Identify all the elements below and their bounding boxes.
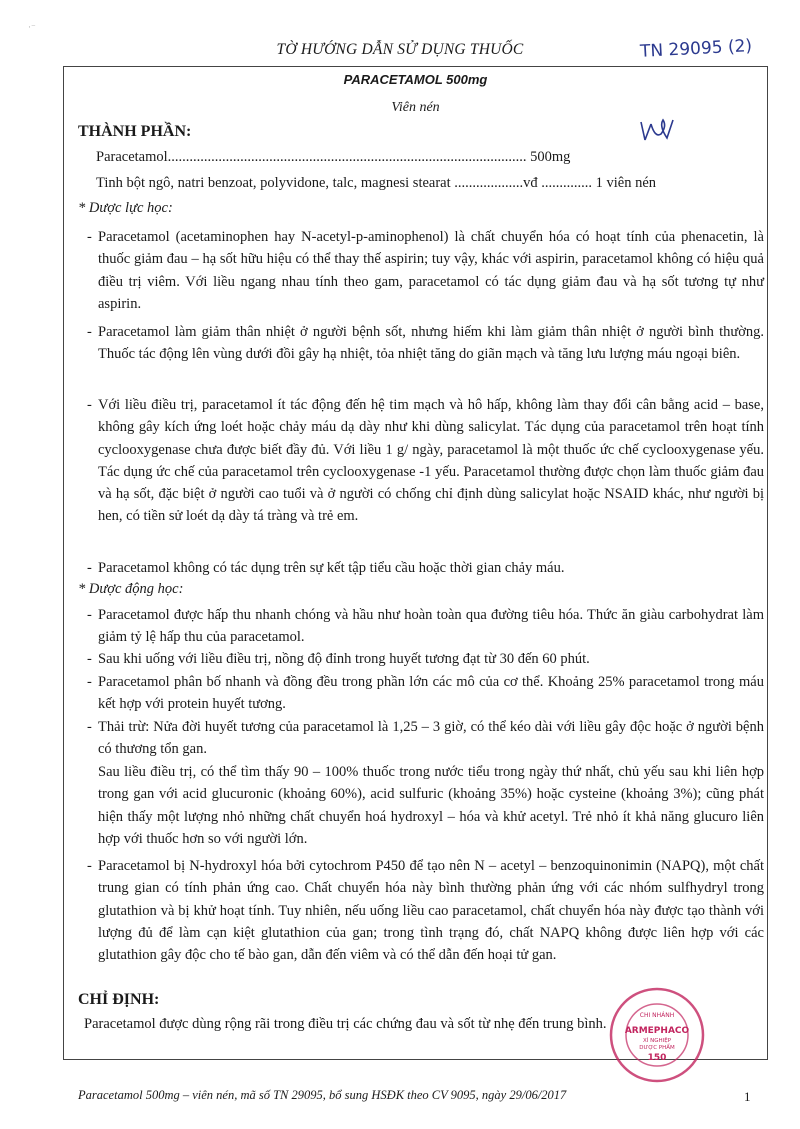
handwritten-registration-note: TN 29095 (2): [639, 36, 753, 62]
pharmacokinetics-heading: * Dược động học:: [78, 581, 184, 597]
list-item: - Paracetamol phân bố nhanh và đồng đều trong phần lớn các mô của cơ thể. Khoảng 25% paracetamol trong máu kết hợp với protein huyết tương.: [87, 674, 764, 713]
list-item: - Sau khi uống với liều điều trị, nồng độ đỉnh trong huyết tương đạt từ 30 đến 60 phút.: [87, 651, 590, 667]
composition-heading: THÀNH PHẦN:: [78, 123, 192, 140]
pharmacodynamics-heading: * Dược lực học:: [78, 200, 173, 216]
composition-active: Paracetamol................................................................................................... 500mg: [96, 149, 571, 165]
list-item: - Paracetamol làm giảm thân nhiệt ở người bệnh sốt, nhưng hiếm khi làm giảm thân nhiệt ở người bình thường. Thuốc tác động lên vùng dưới đồi gây hạ nhiệt, tỏa nhiệt tăng do giãn mạch và tăng lưu lượng máu ngoại biên.: [87, 324, 764, 363]
list-item: - Paracetamol (acetaminophen hay N-acetyl-p-aminophenol) là chất chuyển hóa có hoạt tính của phenacetin, là thuốc giảm đau – hạ sốt hữu hiệu có thể thay thế aspirin; tuy vậy, khác với aspirin, paracetamol không có hiệu quả điều trị viêm. Với liều ngang nhau tính theo gam, paracetamol có tác dụng giảm đau và hạ sốt tương tự như aspirin.: [87, 229, 764, 312]
list-item: - Paracetamol bị N-hydroxyl hóa bởi cytochrom P450 để tạo nên N – acetyl – benzoquinonimin (NAPQ), một chất trung gian có tính phản ứng cao. Chất chuyển hóa này bình thường phản ứng với các nhóm sulfhydryl trong glutathion và bị khử hoạt tính. Tuy nhiên, nếu uống liều cao paracetamol, chất chuyển hóa này được tạo thành với lượng đủ để làm cạn kiệt glutathion của gan; trong tình trạng đó, chất NAPQ không được liên hợp với các glutathion gây độc cho tế bào gan, dẫn đến viêm và có thể dẫn đến hoại tử gan.: [87, 858, 764, 964]
excretion-continuation: Sau liều điều trị, có thể tìm thấy 90 – 100% thuốc trong nước tiểu trong ngày thứ nhất, chủ yếu sau khi liên hợp trong gan với acid glucuronic (khoảng 60%), acid sulfuric (khoảng 35%) hoặc cysteine (khoảng 3%); cũng phát hiện thấy một lượng nhỏ những chất chuyển hoá hydroxyl – hóa và khử acetyl. Trẻ nhỏ ít khả năng glucuro liên hợp với thuốc hơn so với người lớn.: [98, 764, 764, 847]
footer-text: Paracetamol 500mg – viên nén, mã số TN 29095, bổ sung HSĐK theo CV 9095, ngày 29/06/2017: [78, 1088, 567, 1102]
stamp-line2: XÍ NGHIỆP: [642, 1038, 672, 1044]
handwritten-initial-icon: [637, 116, 677, 146]
indications-heading: CHỈ ĐỊNH:: [78, 991, 160, 1008]
list-item: - Paracetamol được hấp thu nhanh chóng và hầu như hoàn toàn qua đường tiêu hóa. Thức ăn giàu carbohydrat làm giảm tỷ lệ hấp thu của paracetamol.: [87, 607, 764, 646]
composition-excipients: Tinh bột ngô, natri benzoat, polyvidone, talc, magnesi stearat ...................vđ .............. 1 viên nén: [96, 175, 657, 191]
stamp-line3: DƯỢC PHẨM: [639, 1045, 675, 1051]
list-item: - Thải trừ: Nửa đời huyết tương của paracetamol là 1,25 – 3 giờ, có thể kéo dài với liều gây độc hoặc ở người bệnh có thương tổn gan.: [87, 719, 764, 758]
product-name: PARACETAMOL 500mg: [343, 72, 488, 87]
scan-mark: ·⁻: [28, 22, 36, 32]
document-title: TỜ HƯỚNG DẪN SỬ DỤNG THUỐC: [276, 41, 524, 58]
list-item: - Với liều điều trị, paracetamol ít tác động đến hệ tim mạch và hô hấp, không làm thay đổi cân bằng acid – base, không gây kích ứng loét hoặc chảy máu dạ dày như khi dùng salicylat. Tác dụng của paracetamol trên hoạt tính cyclooxygenase chưa được biết đầy đủ. Với liều 1 g/ ngày, paracetamol là một thuốc ức chế cyclooxygenase yếu. Tác dụng ức chế của paracetamol trên cyclooxygenase -1 yếu. Paracetamol thường được chọn làm thuốc giảm đau và hạ sốt, đặc biệt ở người cao tuổi và ở người có chống chỉ định dùng salicylat hoặc NSAID khác, như người bị hen, có tiền sử loét dạ dày tá tràng và trẻ em.: [87, 397, 764, 525]
page-number: 1: [744, 1089, 751, 1104]
company-stamp-icon: [607, 985, 707, 1085]
stamp-number: 150: [647, 1053, 667, 1063]
list-item: - Paracetamol không có tác dụng trên sự kết tập tiểu cầu hoặc thời gian chảy máu.: [87, 560, 565, 576]
indications-text: Paracetamol được dùng rộng rãi trong điều trị các chứng đau và sốt từ nhẹ đến trung bình.: [84, 1016, 607, 1032]
stamp-company: ARMEPHACO: [624, 1026, 690, 1036]
dosage-form: Viên nén: [391, 100, 440, 115]
stamp-line1: CHI NHÁNH: [639, 1012, 675, 1019]
